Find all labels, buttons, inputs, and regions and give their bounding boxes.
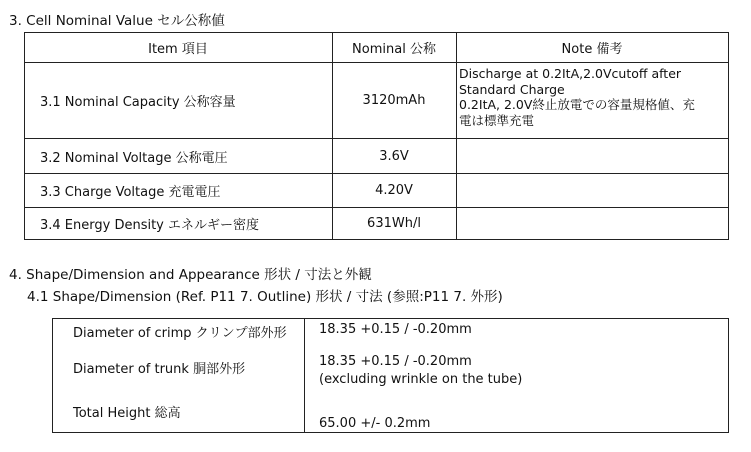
dimension-label: Total Height 総高 bbox=[73, 406, 181, 421]
nominal-cell: 3120mAh bbox=[362, 93, 426, 108]
nominal-cell: 631Wh/l bbox=[367, 216, 421, 231]
note-cell bbox=[459, 66, 695, 128]
dimension-label: Diameter of crimp クリンプ部外形 bbox=[73, 326, 287, 341]
item-cell: 3.3 Charge Voltage 充電電圧 bbox=[40, 185, 221, 200]
note-line: Standard Charge bbox=[459, 81, 565, 97]
dimension-value-note: (excluding wrinkle on the tube) bbox=[319, 372, 523, 387]
dimension-label: Diameter of trunk 胴部外形 bbox=[73, 362, 246, 377]
cell-nominal-value-table bbox=[24, 32, 729, 240]
dimension-value: 18.35 +0.15 / -0.20mm bbox=[319, 322, 472, 337]
column-header-note: Note 備考 bbox=[561, 41, 623, 57]
note-line: 電は標準充電 bbox=[459, 112, 535, 128]
column-header-nominal: Nominal 公称 bbox=[352, 41, 436, 57]
note-line: Discharge at 0.2ItA,2.0Vcutoff after bbox=[459, 66, 682, 81]
note-line: 0.2ItA, 2.0V終止放電での容量規格値、充 bbox=[459, 97, 695, 112]
dimension-value: 18.35 +0.15 / -0.20mm bbox=[319, 354, 472, 369]
section-4-1-subheading: 4.1 Shape/Dimension (Ref. P11 7. Outline) 形状 / 寸法 (参照:P11 7. 外形) bbox=[27, 289, 503, 305]
item-cell: 3.1 Nominal Capacity 公称容量 bbox=[40, 95, 236, 110]
section-3-heading: 3. Cell Nominal Value セル公称値 bbox=[9, 13, 225, 29]
item-cell: 3.2 Nominal Voltage 公称電圧 bbox=[40, 150, 228, 166]
shape-dimension-table bbox=[52, 318, 729, 433]
item-cell: 3.4 Energy Density エネルギー密度 bbox=[40, 218, 260, 233]
section-4-heading: 4. Shape/Dimension and Appearance 形状 / 寸法と外観 bbox=[9, 267, 372, 283]
nominal-cell: 4.20V bbox=[375, 183, 413, 198]
column-header-item: Item 項目 bbox=[148, 41, 208, 57]
nominal-cell: 3.6V bbox=[379, 148, 409, 164]
dimension-value: 65.00 +/- 0.2mm bbox=[319, 416, 431, 431]
